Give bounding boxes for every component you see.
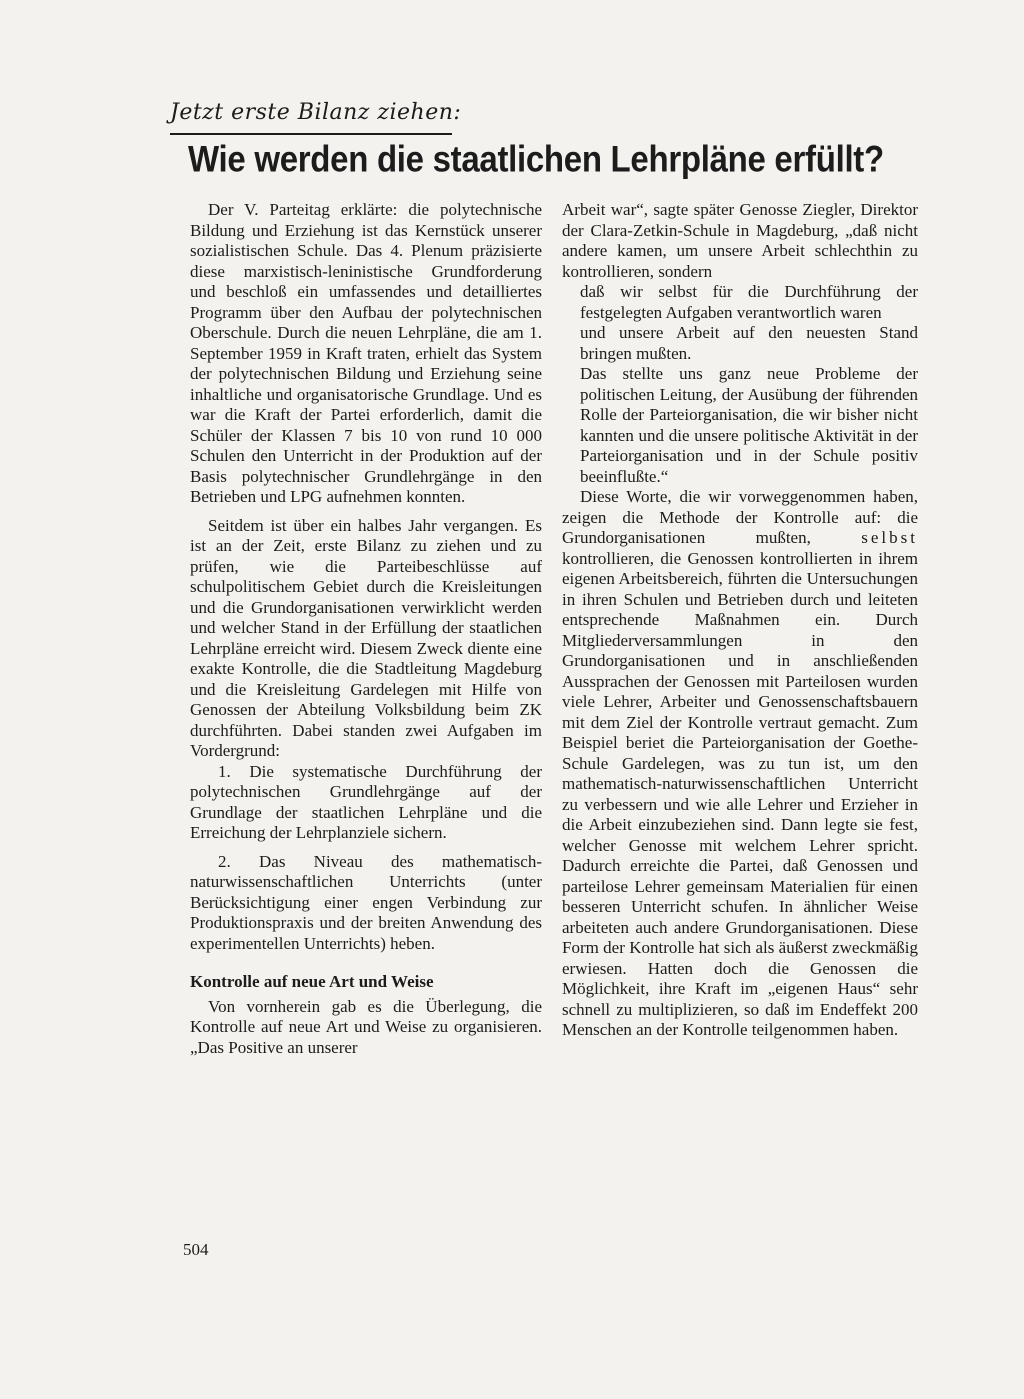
list-item: 1. Die systematische Durchführung der polytechnischen Grundlehrgänge auf der Grundlage der staatlichen Lehrpläne und die Erreichung der Lehrplanziele sichern. (190, 761, 542, 842)
emphasized-word: selbst (861, 528, 918, 547)
right-column (562, 200, 918, 1041)
paragraph: Das stellte uns ganz neue Probleme der politischen Leitung, der Ausübung der führenden Rolle der Parteiorganisation, die wir bisher nicht kannten und die unsere politische Aktivität in der Parteiorganisation und in der Schule positiv beeinflußte.“ (580, 364, 918, 486)
paragraph: Diese Worte, die wir vorweggenommen haben, zeigen die Methode der Kontrolle auf: die Grundorganisationen mußten, selbst kontrollieren, die Genossen kontrollierten in ihrem eigenen Arbeitsbereich, führten die Untersuchungen in ihren Schulen und Betrieben durch und leiteten entsprechende Maßnahmen ein. Durch Mitgliederversammlungen in den Grundorganisationen und in anschließenden Aussprachen der Genossen mit Parteilosen wurden viele Lehrer, Arbeiter und Genossenschaftsbauern mit dem Ziel der Kontrolle vertraut gemacht. Zum Beispiel beriet die Parteiorganisation der Goethe-Schule Gardelegen, was zu tun ist, um den mathematisch-naturwissenschaftlichen Unterricht zu verbessern und wie alle Lehrer und Erzieher in die Arbeit einzubeziehen sind. Dann legte sie fest, welcher Genosse mit welchem Lehrer spricht. Dadurch erreichte die Partei, daß Genossen und parteilose Lehrer gemeinsam Materialien für einen besseren Unterricht schufen. In ähnlicher Weise arbeiteten auch andere Grundorganisationen. Diese Form der Kontrolle hat sich als äußerst zweckmäßig erwiesen. Hatten doch die Genossen die Möglichkeit, ihre Kraft im „eigenen Haus“ sehr schnell zu multiplizieren, so daß im Endeffekt 200 Menschen an der Kontrolle teilgenommen haben. (562, 487, 918, 1039)
section-subheading: Kontrolle auf neue Art und Weise (190, 972, 434, 991)
text-run: Diese Worte, die wir vorweggenommen haben, zeigen die Methode der Kontrolle auf: die Grundorganisationen mußten (562, 487, 918, 547)
left-column (190, 200, 542, 1058)
article-title: Wie werden die staatlichen Lehrpläne erfüllt? (188, 138, 884, 180)
paragraph: Von vornherein gab es die Überlegung, die Kontrolle auf neue Art und Weise zu organisieren. „Das Positive an unserer (190, 996, 542, 1057)
page-number: 504 (183, 1240, 209, 1259)
kicker-heading: Jetzt erste Bilanz ziehen: (170, 100, 462, 125)
quote-item: daß wir selbst für die Durchführung der festgelegten Aufgaben verantwortlich waren (580, 282, 918, 322)
text-run: kontrollieren, die Genossen kontrollierten in ihrem eigenen Arbeitsbereich, führten die Untersuchungen in ihren Schulen und Betrieben durch und leiteten entsprechende Maßnahmen ein. Durch Mitgliederversammlungen in den Grundorganisationen und in anschließenden Aussprachen der Genossen mit Parteilosen wurden viele Lehrer, Arbeiter und Genossenschaftsbauern mit dem Ziel der Kontrolle vertraut gemacht. Zum Beispiel beriet die Parteiorganisation der Goethe-Schule Gardelegen, was zu tun ist, um den mathematisch-naturwissenschaftlichen Unterricht zu verbessern und wie alle Lehrer und Erzieher in die Arbeit einzubeziehen sind. Dann legte sie fest, welcher Genosse mit welchem Lehrer spricht. Dadurch erreichte die Partei, daß Genossen und parteilose Lehrer gemeinsam Materialien für einen besseren Unterricht schufen. In ähnlicher Weise arbeiteten auch andere Grundorganisationen. Diese Form der Kontrolle hat sich als äußerst zweckmäßig erwiesen. Hatten doch die Genossen die Möglichkeit, ihre Kraft im „eigenen Haus“ sehr schnell zu multiplizieren, so daß im Endeffekt 200 Menschen an der Kontrolle teilgenommen haben. (562, 548, 918, 1039)
paragraph: Seitdem ist über ein halbes Jahr vergangen. Es ist an der Zeit, erste Bilanz zu ziehen und zu prüfen, wie die Parteibeschlüsse auf schulpolitischem Gebiet durch die Kreisleitungen und die Grundorganisationen verwirklicht werden und welcher Stand in der Erfüllung der staatlichen Lehrpläne erreicht wird. Diesem Zweck diente eine exakte Kontrolle, die die Stadtleitung Magdeburg und die Kreisleitung Gardelegen mit Hilfe von Genossen der Abteilung Volksbildung beim ZK durchführten. Dabei standen zwei Aufgaben im Vordergrund: (190, 515, 542, 760)
quote-item: und unsere Arbeit auf den neuesten Stand bringen mußten. (580, 323, 918, 363)
paragraph: Der V. Parteitag erklärte: die polytechnische Bildung und Erziehung ist das Kernstück unserer sozialistischen Schule. Das 4. Plenum präzisierte diese marxistisch-leninistische Grundforderung und beschloß ein umfassendes und detailliertes Programm über den Aufbau der polytechnischen Oberschule. Durch die neuen Lehrpläne, die am 1. September 1959 in Kraft traten, erhielt das System der polytechnischen Bildung und Erziehung seine inhaltliche und organisatorische Grundlage. Und es war die Kraft der Partei erforderlich, damit die Schüler der Klassen 7 bis 10 von rund 10 000 Schulen den Unterricht in der Produktion auf der Basis polytechnischer Grundlehrgänge in den Betrieben und LPG aufnehmen konnten. (190, 200, 542, 506)
list-item: 2. Das Niveau des mathematisch-naturwissenschaftlichen Unterrichts (unter Berücksichtigung einer engen Verbindung zur Produktionspraxis und der breiten Anwendung des experimentellen Unterrichts) heben. (190, 851, 542, 953)
kicker-underline (170, 133, 452, 135)
paragraph: Arbeit war“, sagte später Genosse Ziegler, Direktor der Clara-Zetkin-Schule in Magdeburg, „daß nicht andere kamen, um unsere Arbeit schlechthin zu kontrollieren, sondern (562, 200, 918, 281)
